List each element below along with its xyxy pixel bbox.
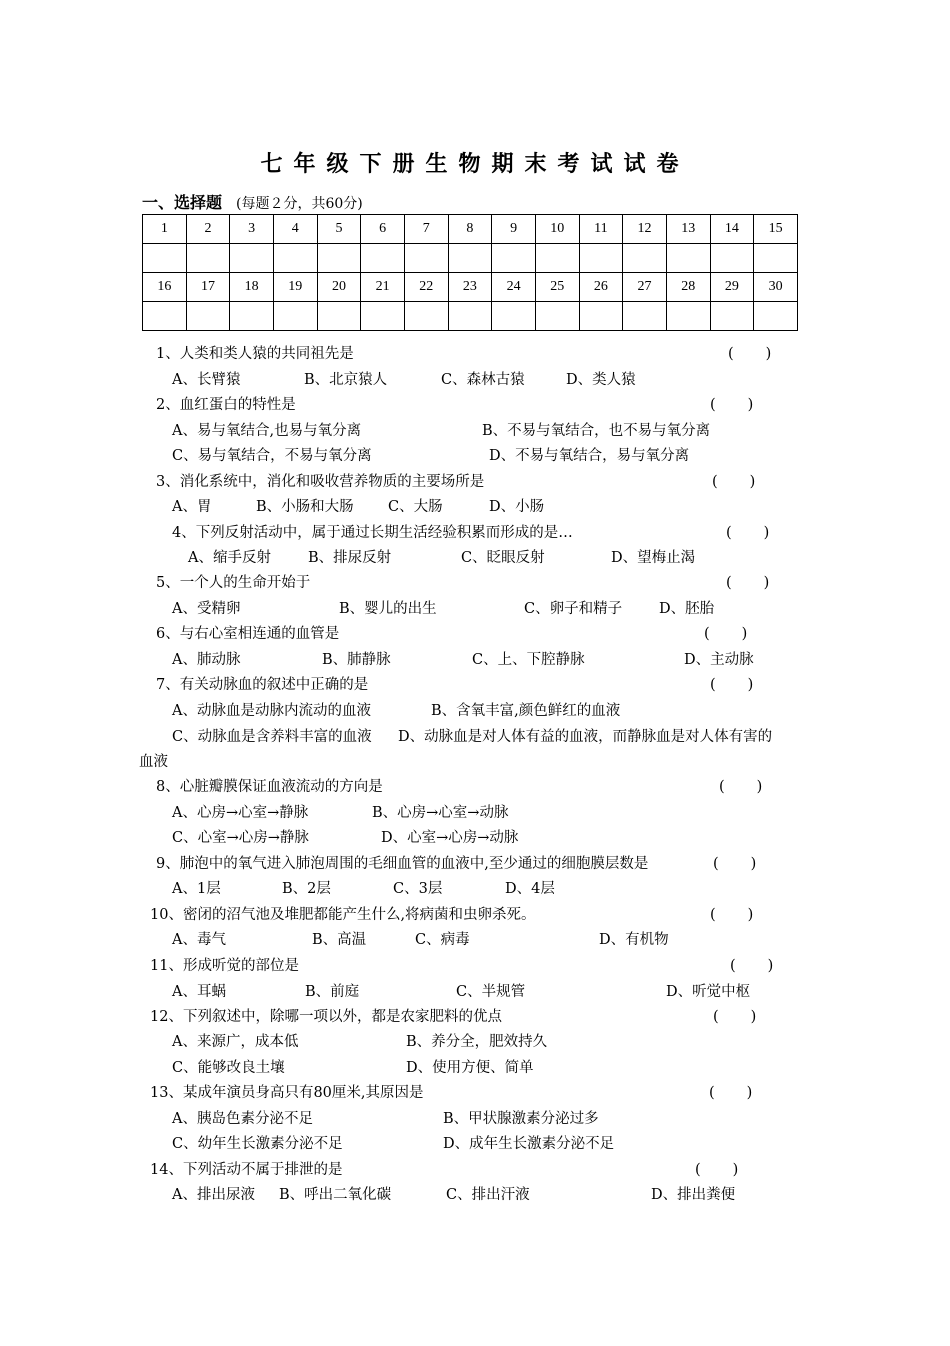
grid-number: 24 <box>492 273 536 302</box>
question-stem: 2、血红蛋白的特性是 <box>156 397 296 413</box>
option: B、小肠和大肠 <box>256 499 354 515</box>
grid-number: 22 <box>404 273 448 302</box>
answer-cell[interactable] <box>754 302 798 331</box>
grid-number: 27 <box>623 273 667 302</box>
option: A、耳蜗 <box>172 984 226 1000</box>
answer-cell[interactable] <box>710 244 754 273</box>
grid-number: 9 <box>492 215 536 244</box>
option: B、北京猿人 <box>304 372 388 388</box>
option: D、不易与氧结合，易与氧分离 <box>489 448 690 464</box>
grid-number: 2 <box>186 215 230 244</box>
grid-number: 29 <box>710 273 754 302</box>
option: D、主动脉 <box>684 652 754 668</box>
option: C、大肠 <box>388 499 443 515</box>
answer-grid-number-row <box>143 273 798 302</box>
grid-number: 13 <box>666 215 710 244</box>
option: D、听觉中枢 <box>666 984 751 1000</box>
option: B、肺静脉 <box>322 652 391 668</box>
option: B、2层 <box>282 881 331 897</box>
answer-cell[interactable] <box>666 302 710 331</box>
grid-number: 12 <box>623 215 667 244</box>
answer-cell[interactable] <box>623 244 667 273</box>
answer-cell[interactable] <box>448 302 492 331</box>
answer-blank[interactable]: ( ) <box>726 575 771 591</box>
grid-number: 3 <box>230 215 274 244</box>
option: D、胚胎 <box>659 601 715 617</box>
option: C、心室→心房→静脉 <box>172 830 309 846</box>
answer-cell[interactable] <box>579 244 623 273</box>
grid-number: 6 <box>361 215 405 244</box>
question-stem: 12、下列叙述中，除哪一项以外，都是农家肥料的优点 <box>150 1009 502 1025</box>
option: D、成年生长激素分泌不足 <box>443 1136 615 1152</box>
option: B、心房→心室→动脉 <box>372 805 509 821</box>
option: D、4层 <box>505 881 555 897</box>
answer-blank[interactable]: ( ) <box>709 1085 754 1101</box>
option: A、易与氧结合,也易与氧分离 <box>172 423 362 439</box>
option: A、心房→心室→静脉 <box>172 805 309 821</box>
option: B、养分全，肥效持久 <box>406 1034 548 1050</box>
answer-blank[interactable]: ( ) <box>730 958 775 974</box>
section-score-note: (每题２分，共60分) <box>236 196 363 212</box>
option: A、毒气 <box>172 932 226 948</box>
answer-cell[interactable] <box>317 302 361 331</box>
option: A、动脉血是动脉内流动的血液 <box>172 703 371 719</box>
option: A、缩手反射 <box>188 550 271 566</box>
grid-number: 30 <box>754 273 798 302</box>
option: A、胃 <box>172 499 212 515</box>
option: D、望梅止渴 <box>611 550 696 566</box>
question-stem: 13、某成年演员身高只有80厘米,其原因是 <box>150 1085 424 1101</box>
answer-blank[interactable]: ( ) <box>710 397 755 413</box>
option: C、眨眼反射 <box>461 550 545 566</box>
option: C、排出汗液 <box>446 1187 530 1203</box>
answer-cell[interactable] <box>317 244 361 273</box>
answer-grid-blank-row <box>143 302 798 331</box>
option: A、胰岛色素分泌不足 <box>172 1111 313 1127</box>
option: B、不易与氧结合，也不易与氧分离 <box>482 423 711 439</box>
option: A、排出尿液 <box>172 1187 255 1203</box>
grid-number: 8 <box>448 215 492 244</box>
answer-grid <box>142 214 798 331</box>
grid-number: 28 <box>666 273 710 302</box>
option: C、病毒 <box>415 932 470 948</box>
option: D、使用方便、简单 <box>406 1060 534 1076</box>
grid-number: 10 <box>535 215 579 244</box>
option: C、易与氧结合，不易与氧分离 <box>172 448 372 464</box>
option: C、半规管 <box>456 984 526 1000</box>
option: D、排出粪便 <box>651 1187 736 1203</box>
answer-cell[interactable] <box>492 302 536 331</box>
answer-cell[interactable] <box>273 244 317 273</box>
grid-number: 23 <box>448 273 492 302</box>
option: B、高温 <box>312 932 367 948</box>
option: A、肺动脉 <box>172 652 241 668</box>
answer-blank[interactable]: ( ) <box>719 779 764 795</box>
option: B、含氧丰富,颜色鲜红的血液 <box>431 703 621 719</box>
option: A、来源广，成本低 <box>172 1034 299 1050</box>
option: A、长臂猿 <box>172 372 241 388</box>
answer-cell[interactable] <box>404 244 448 273</box>
question-stem: 3、消化系统中，消化和吸收营养物质的主要场所是 <box>156 474 485 490</box>
option: C、上、下腔静脉 <box>472 652 585 668</box>
option: D、有机物 <box>599 932 669 948</box>
option: C、卵子和精子 <box>524 601 623 617</box>
grid-number: 16 <box>143 273 187 302</box>
grid-number: 26 <box>579 273 623 302</box>
answer-cell[interactable] <box>448 244 492 273</box>
grid-number: 1 <box>143 215 187 244</box>
question-stem: 7、有关动脉血的叙述中正确的是 <box>156 677 369 693</box>
option: D、类人猿 <box>566 372 636 388</box>
answer-cell[interactable] <box>361 302 405 331</box>
question-stem: 5、一个人的生命开始于 <box>156 575 311 591</box>
option: C、能够改良土壤 <box>172 1060 285 1076</box>
answer-cell[interactable] <box>404 302 448 331</box>
answer-grid-blank-row <box>143 244 798 273</box>
grid-number: 15 <box>754 215 798 244</box>
answer-cell[interactable] <box>535 302 579 331</box>
answer-cell[interactable] <box>230 244 274 273</box>
grid-number: 25 <box>535 273 579 302</box>
grid-number: 18 <box>230 273 274 302</box>
grid-number: 20 <box>317 273 361 302</box>
answer-cell[interactable] <box>754 244 798 273</box>
option: C、森林古猿 <box>441 372 525 388</box>
section-heading-label: 一、选择题 <box>142 193 223 212</box>
answer-blank[interactable]: ( ) <box>726 525 771 541</box>
option: C、动脉血是含养料丰富的血液 <box>172 729 372 745</box>
answer-cell[interactable] <box>623 302 667 331</box>
answer-cell[interactable] <box>579 302 623 331</box>
question-stem: 6、与右心室相连通的血管是 <box>156 626 340 642</box>
answer-cell[interactable] <box>492 244 536 273</box>
question-stem: 1、人类和类人猿的共同祖先是 <box>156 346 354 362</box>
answer-cell[interactable] <box>186 302 230 331</box>
option: C、3层 <box>393 881 443 897</box>
answer-cell[interactable] <box>535 244 579 273</box>
section-heading <box>142 190 363 213</box>
option: C、幼年生长激素分泌不足 <box>172 1136 343 1152</box>
grid-number: 14 <box>710 215 754 244</box>
option: B、呼出二氧化碳 <box>279 1187 392 1203</box>
grid-number: 21 <box>361 273 405 302</box>
grid-number: 7 <box>404 215 448 244</box>
question-stem: 9、肺泡中的氧气进入肺泡周围的毛细血管的血液中,至少通过的细胞膜层数是 <box>156 856 649 872</box>
question-stem: 4、下列反射活动中，属于通过长期生活经验积累而形成的是… <box>172 525 573 541</box>
question-stem: 14、下列活动不属于排泄的是 <box>150 1162 343 1178</box>
option: B、前庭 <box>305 984 360 1000</box>
answer-blank[interactable]: ( ) <box>713 856 758 872</box>
answer-blank[interactable]: ( ) <box>713 1009 758 1025</box>
answer-blank[interactable]: ( ) <box>704 626 749 642</box>
answer-cell[interactable] <box>143 302 187 331</box>
grid-number: 11 <box>579 215 623 244</box>
page-title: 七年级下册生物期末考试试卷 <box>260 151 690 177</box>
grid-number: 5 <box>317 215 361 244</box>
grid-number: 4 <box>273 215 317 244</box>
grid-number: 19 <box>273 273 317 302</box>
option: D、心室→心房→动脉 <box>381 830 519 846</box>
answer-cell[interactable] <box>186 244 230 273</box>
answer-cell[interactable] <box>361 244 405 273</box>
option: D、小肠 <box>489 499 545 515</box>
answer-cell[interactable] <box>273 302 317 331</box>
answer-cell[interactable] <box>230 302 274 331</box>
option-continuation: 血液 <box>139 754 168 770</box>
answer-cell[interactable] <box>666 244 710 273</box>
answer-blank[interactable]: ( ) <box>710 907 755 923</box>
option: A、1层 <box>172 881 221 897</box>
option: A、受精卵 <box>172 601 241 617</box>
option: D、动脉血是对人体有益的血液，而静脉血是对人体有害的 <box>398 729 773 745</box>
answer-cell[interactable] <box>143 244 187 273</box>
option: B、排尿反射 <box>308 550 392 566</box>
question-stem: 8、心脏瓣膜保证血液流动的方向是 <box>156 779 383 795</box>
answer-blank[interactable]: ( ) <box>712 474 757 490</box>
answer-blank[interactable]: ( ) <box>695 1162 740 1178</box>
answer-blank[interactable]: ( ) <box>710 677 755 693</box>
answer-grid-number-row <box>143 215 798 244</box>
grid-number: 17 <box>186 273 230 302</box>
option: B、婴儿的出生 <box>339 601 437 617</box>
question-stem: 10、密闭的沼气池及堆肥都能产生什么,将病菌和虫卵杀死。 <box>150 907 536 923</box>
answer-blank[interactable]: ( ) <box>728 346 773 362</box>
answer-cell[interactable] <box>710 302 754 331</box>
question-stem: 11、形成听觉的部位是 <box>150 958 299 974</box>
option: B、甲状腺激素分泌过多 <box>443 1111 599 1127</box>
